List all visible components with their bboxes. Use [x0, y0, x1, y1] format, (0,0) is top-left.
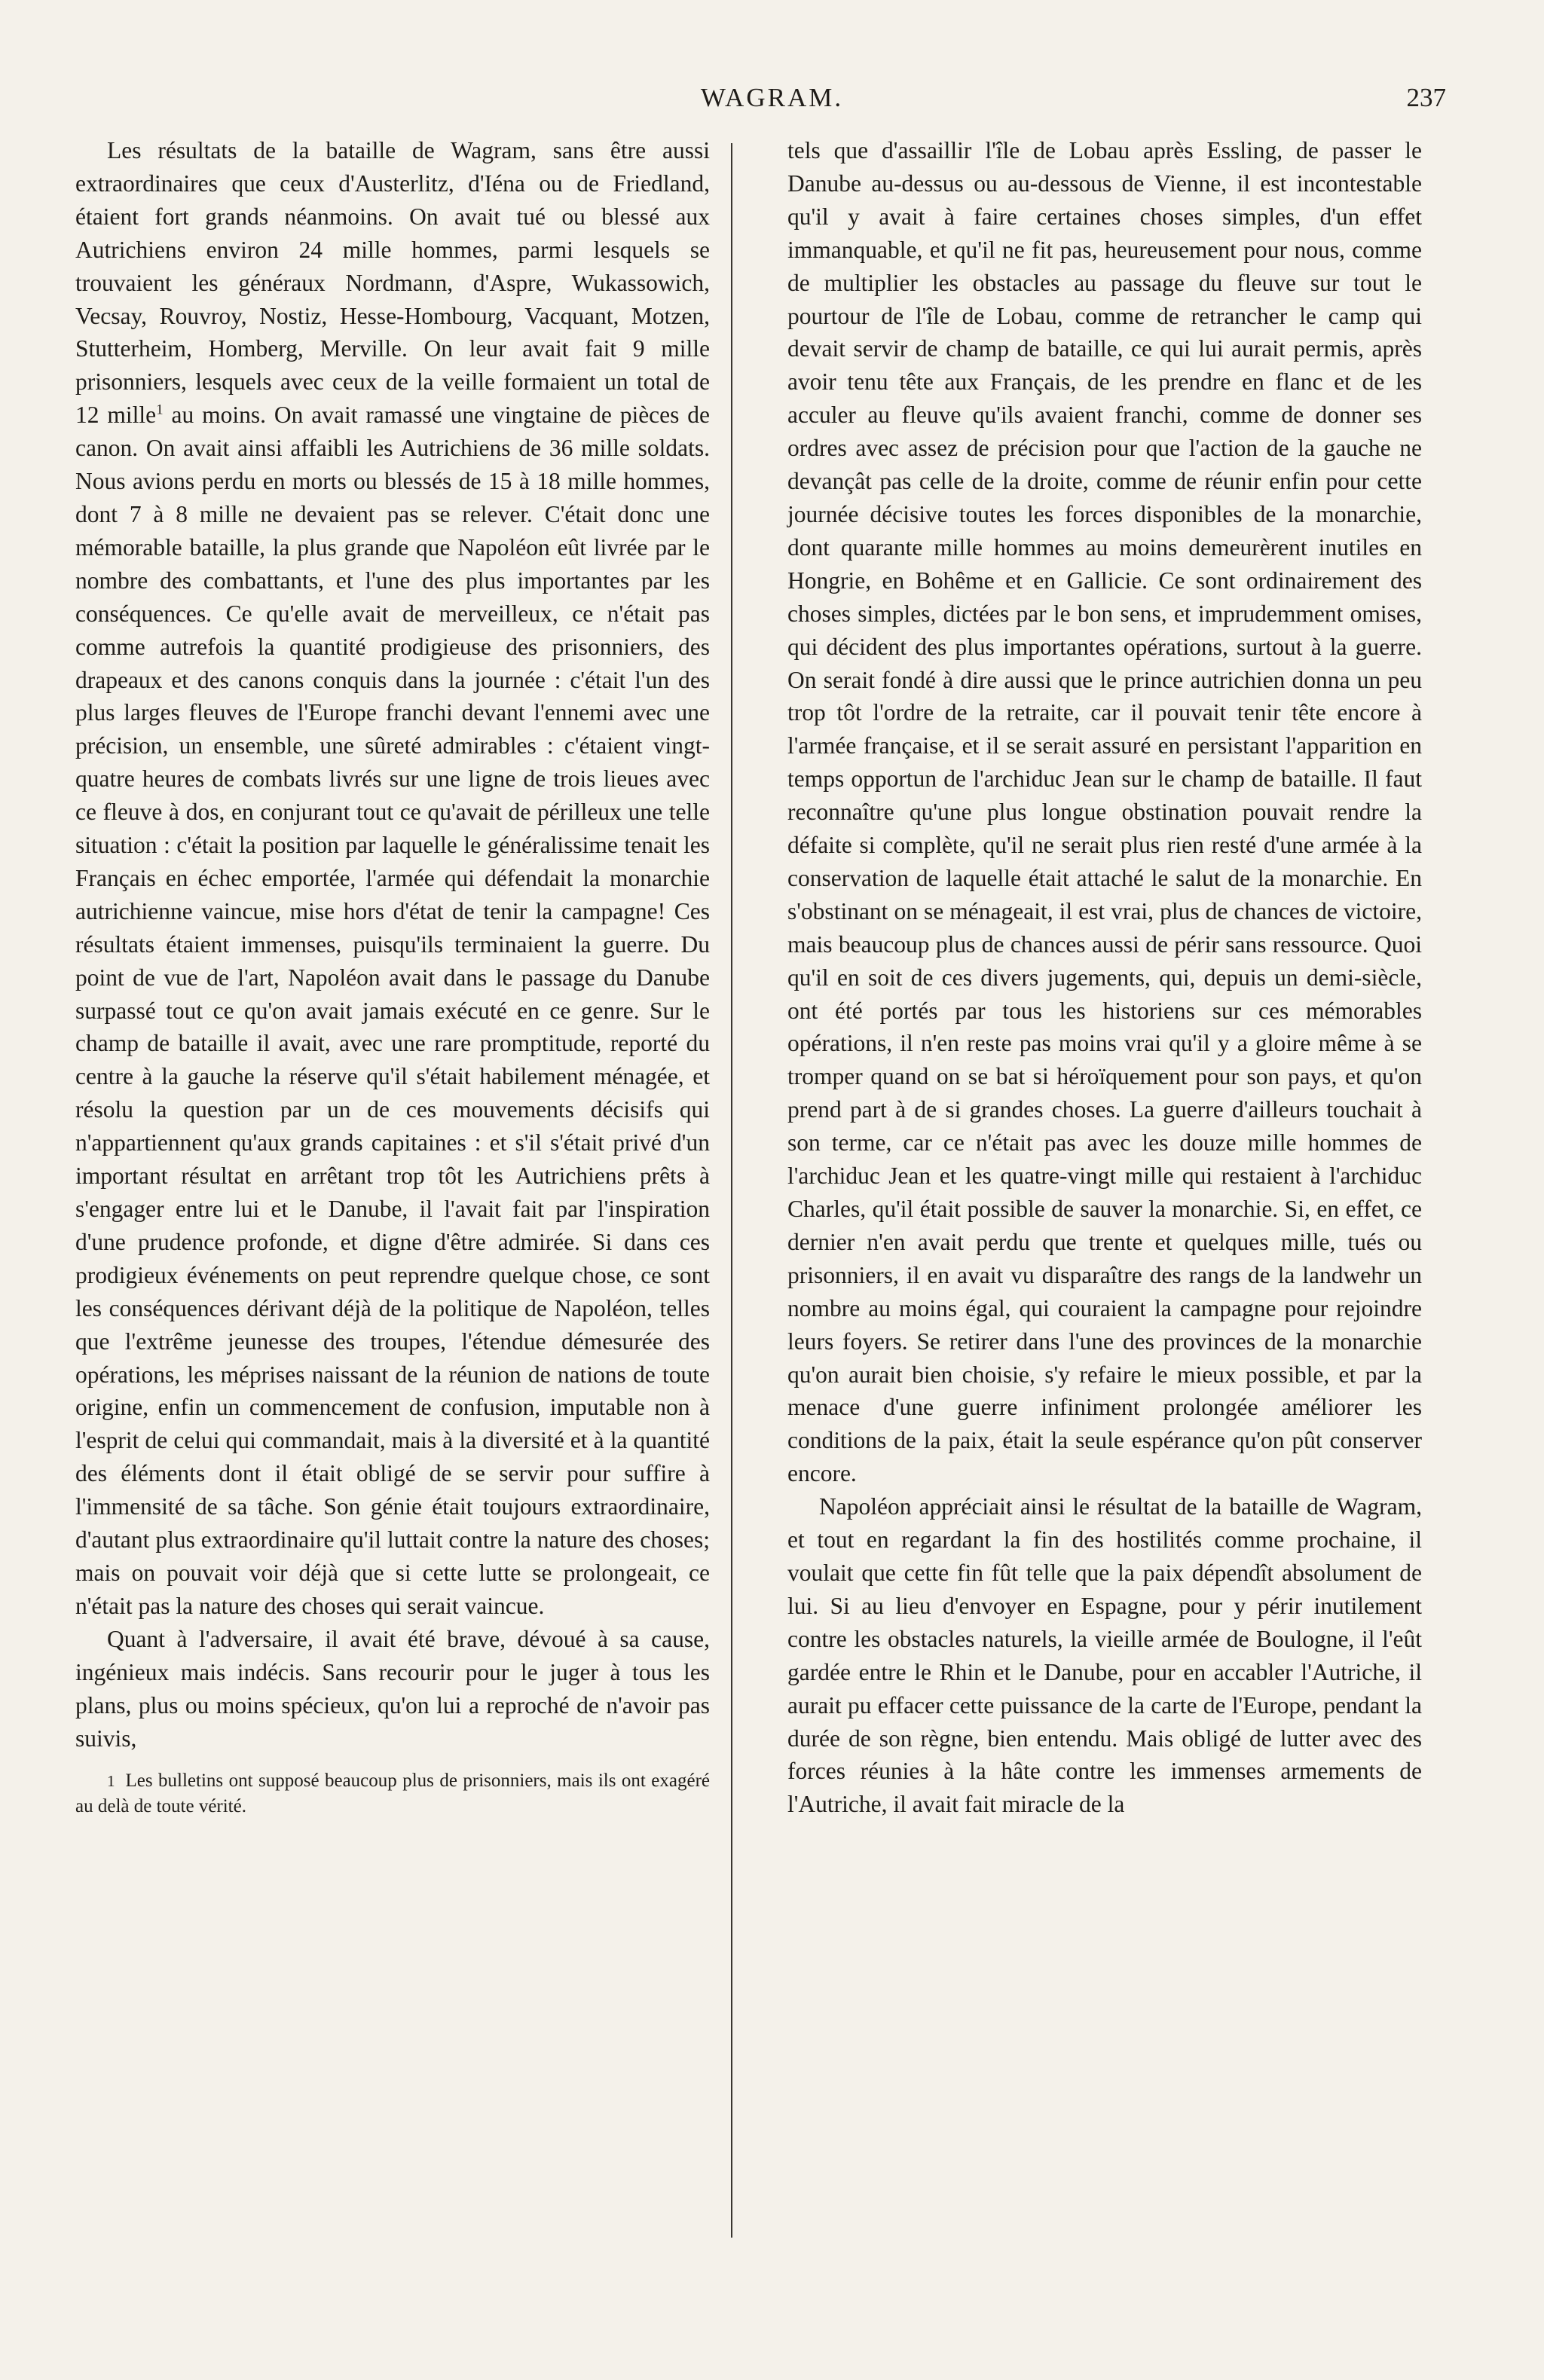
footnote-number: 1	[107, 1772, 115, 1791]
page-header	[75, 83, 1469, 128]
footnote-reference: 1	[156, 402, 164, 418]
paragraph-text: Les résultats de la bataille de Wagram, sans être aussi extraordinaires que ceux d'Austerlitz, d'Iéna ou de Friedland, étaient fort grands néanmoins. On avait tué ou blessé aux Autrichiens environ 24 mille hommes, parmi lesquels se trouvaient les généraux Nordmann, d'Aspre, Wukassowich, Vecsay, Rouvroy, Nostiz, Hesse-Hombourg, Vacquant, Motzen, Stutterheim, Homberg, Merville. On leur avait fait 9 mille prisonniers, lesquels avec ceux de la veille formaient un total de 12 mille	[75, 137, 710, 429]
paragraph: tels que d'assaillir l'île de Lobau après Essling, de passer le Danube au-dessus ou au-dessous de Vienne, il est incontestable qu'il y avait à faire certaines choses simples, d'un effet immanquable, et qu'il ne fit pas, heureusement pour nous, comme de multiplier les obstacles au passage du fleuve sur tout le pourtour de l'île de Lobau, comme de retrancher le camp qui devait servir de champ de bataille, ce qui lui aurait permis, après avoir tenu tête aux Français, de les prendre en flanc et de les acculer au fleuve qu'ils avaient franchi, comme de donner ses ordres avec assez de précision pour que l'action de la gauche ne devançât pas celle de la droite, comme de réunir enfin pour cette journée décisive toutes les forces disponibles de la monarchie, dont quarante mille hommes au moins demeurèrent inutiles en Hongrie, en Bohême et en Gallicie. Ce sont ordinairement des choses simples, dictées par le bon sens, et imprudemment omises, qui décident des plus importantes opérations, surtout à la guerre. On serait fondé à dire aussi que le prince autrichien donna un peu trop tôt l'ordre de la retraite, car il pouvait tenir tête encore à l'armée française, et il se serait assuré en persistant l'apparition en temps opportun de l'archiduc Jean sur le champ de bataille. Il faut reconnaître qu'une plus longue obstination pouvait rendre la défaite si complète, qu'il ne serait plus rien resté d'une armée à la conservation de laquelle était attaché le salut de la monarchie. En s'obstinant on se ménageait, il est vrai, plus de chances de victoire, mais beaucoup plus de chances aussi de périr sans ressource. Quoi qu'il en soit de ces divers jugements, qui, depuis un demi-siècle, ont été portés par tous les historiens sur ces mémorables opérations, il n'en reste pas moins vrai qu'il y a gloire même à se tromper quand on se bat si héroïquement pour son pays, et qu'on prend part à de si grandes choses. La guerre d'ailleurs touchait à son terme, car ce n'était pas avec les douze mille hommes de l'archiduc Jean et les quatre-vingt mille qui restaient à l'archiduc Charles, qu'il était possible de sauver la monarchie. Si, en effet, ce dernier n'en avait perdu que trente et quelques mille, tués ou prisonniers, il en avait vu disparaître des rangs de la landwehr un nombre au moins égal, qui couraient la campagne pour rejoindre leurs foyers. Se retirer dans l'une des provinces de la monarchie qu'on aurait bien choisie, s'y refaire le mieux possible, et par la menace d'une guerre infiniment prolongée améliorer les conditions de la paix, était la seule espérance qu'on pût conserver encore.	[787, 137, 1422, 1487]
left-column	[75, 134, 710, 1819]
right-column	[787, 134, 1422, 1821]
paragraph: Napoléon appréciait ainsi le résultat de la bataille de Wagram, et tout en regardant la fin des hostilités comme prochaine, il voulait que cette fin fût telle que la paix dépendît absolument de lui. Si au lieu d'envoyer en Espagne, pour y périr inutilement contre les obstacles naturels, la vieille armée de Boulogne, il l'eût gardée entre le Rhin et le Danube, pour en accabler l'Autriche, il aurait pu effacer cette puissance de la carte de l'Europe, pendant la durée de son règne, bien entendu. Mais obligé de lutter avec des forces réunies à la hâte contre les immenses armements de l'Autriche, il avait fait miracle de la	[787, 1493, 1422, 1818]
running-title: WAGRAM.	[700, 83, 844, 112]
footnote	[75, 1768, 710, 1819]
paragraph-text: au moins. On avait ramassé une vingtaine de pièces de canon. On avait ainsi affaibli les Autrichiens de 36 mille soldats. Nous avions perdu en morts ou blessés de 15 à 18 mille hommes, dont 7 à 8 mille ne devaient pas se relever. C'était donc une mémorable bataille, la plus grande que Napoléon eût livrée par le nombre des combattants, et l'une des plus importantes par les conséquences. Ce qu'elle avait de merveilleux, ce n'était pas comme autrefois la quantité prodigieuse des prisonniers, des drapeaux et des canons conquis dans la journée : c'était l'un des plus larges fleuves de l'Europe franchi devant l'ennemi avec une précision, un ensemble, une sûreté admirables : c'étaient vingt-quatre heures de combats livrés sur une ligne de trois lieues avec ce fleuve à dos, en conjurant tout ce qu'avait de périlleux une telle situation : c'était la position par laquelle le généralissime tenait les Français en échec emportée, l'armée qui défendait la monarchie autrichienne vaincue, mise hors d'état de tenir la campagne! Ces résultats étaient immenses, puisqu'ils terminaient la guerre. Du point de vue de l'art, Napoléon avait dans le passage du Danube surpassé tout ce qu'on avait jamais exécuté en ce genre. Sur le champ de bataille il avait, avec une rare promptitude, reporté du centre à la gauche la réserve qu'il s'était habilement ménagée, et résolu la question par un de ces mouvements décisifs qui n'appartiennent qu'aux grands capitaines : et s'il s'était privé d'un important résultat en arrêtant trop tôt les Autrichiens prêts à s'engager entre lui et le Danube, il l'avait fait par l'inspiration d'une prudence profonde, et digne d'être admirée. Si dans ces prodigieux événements on peut reprendre quelque chose, ce sont les conséquences dérivant déjà de la politique de Napoléon, telles que l'extrême jeunesse des troupes, l'étendue démesurée des opérations, les méprises naissant de la réunion de nations de toute origine, enfin un commencement de confusion, imputable non à l'esprit de celui qui commandait, mais à la diversité et à la quantité des éléments dont il était obligé de se servir pour suffire à l'immensité de sa tâche. Son génie était toujours extraordinaire, d'autant plus extraordinaire qu'il luttait contre la nature des choses; mais on pouvait voir déjà que si cette lutte se prolongeait, ce n'était pas la nature des choses qui serait vaincue.	[75, 402, 710, 1619]
column-divider	[731, 143, 732, 2238]
page-number: 237	[1406, 83, 1446, 112]
paragraph	[75, 134, 710, 1623]
footnote-text: Les bulletins ont supposé beaucoup plus de prisonniers, mais ils ont exagéré au delà de toute vérité.	[75, 1770, 710, 1817]
paragraph: Quant à l'adversaire, il avait été brave, dévoué à sa cause, ingénieux mais indécis. Sans recourir pour le juger à tous les plans, plus ou moins spécieux, qu'on lui a reproché de n'avoir pas suivis,	[75, 1625, 710, 1752]
